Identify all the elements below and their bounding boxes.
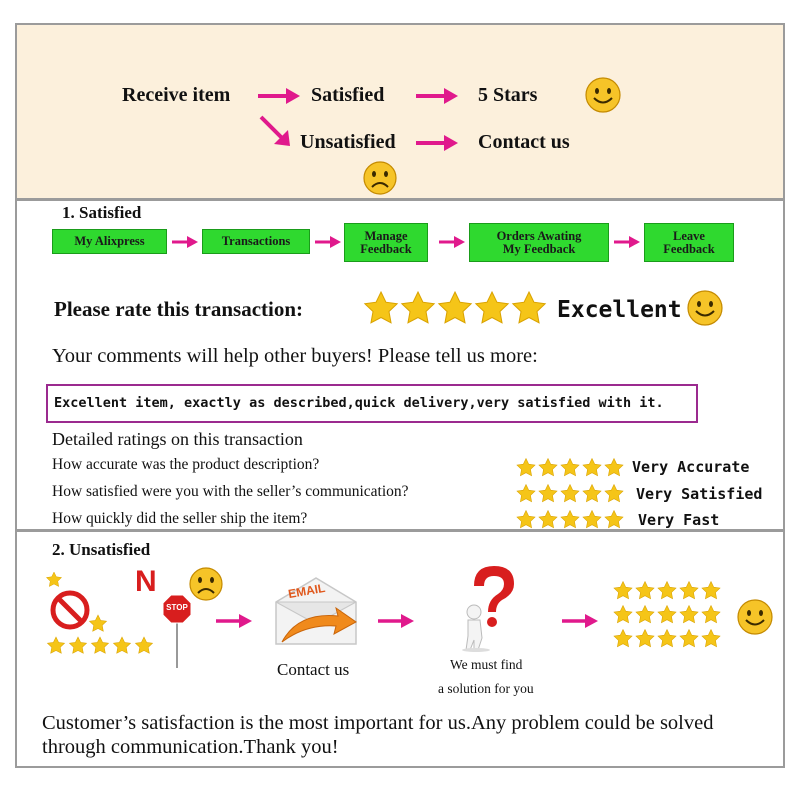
rating-word: Excellent bbox=[557, 297, 682, 323]
flow-contact-us: Contact us bbox=[478, 131, 570, 153]
step-orders-awaiting-feedback: Orders Awating My Feedback bbox=[469, 223, 609, 262]
flow-satisfied: Satisfied bbox=[311, 84, 385, 106]
footer-message: Customer’s satisfaction is the most important for us.Any problem could be solved through communication.Thank you! bbox=[42, 712, 714, 758]
arrow-right-icon bbox=[376, 612, 416, 630]
smiley-happy-icon bbox=[736, 598, 774, 636]
arrow-right-icon bbox=[214, 612, 254, 630]
arrow-right-icon bbox=[438, 234, 466, 250]
arrow-down-right-icon bbox=[258, 114, 294, 150]
arrow-right-icon bbox=[414, 133, 460, 153]
detailed-question-3: How quickly did the seller ship the item? bbox=[52, 510, 308, 527]
rate-label: Please rate this transaction: bbox=[54, 297, 304, 321]
detailed-question-1: How accurate was the product description? bbox=[52, 456, 320, 473]
arrow-right-icon bbox=[256, 86, 302, 106]
contact-caption: Contact us bbox=[277, 660, 350, 679]
detail-stars-2-icon bbox=[516, 484, 624, 504]
section-heading-satisfied: 1. Satisfied bbox=[62, 203, 142, 222]
arrow-right-icon bbox=[171, 234, 199, 250]
detail-stars-3-icon bbox=[516, 510, 624, 530]
arrow-right-icon bbox=[560, 612, 600, 630]
detailed-question-2: How satisfied were you with the seller’s communication? bbox=[52, 483, 409, 500]
detail-answer-2: Very Satisfied bbox=[636, 485, 763, 503]
question-figure-icon bbox=[452, 560, 532, 652]
step-my-alixpress: My Alixpress bbox=[52, 229, 167, 254]
solution-line-2: a solution for you bbox=[438, 681, 534, 696]
smiley-sad-icon bbox=[362, 160, 398, 196]
section-heading-unsatisfied: 2. Unsatisfied bbox=[52, 540, 151, 559]
comments-prompt: Your comments will help other buyers! Please tell us more: bbox=[52, 345, 538, 367]
detail-answer-3: Very Fast bbox=[638, 511, 720, 529]
email-label: EMAIL bbox=[287, 580, 327, 602]
flow-panel bbox=[15, 23, 785, 200]
smiley-sad-icon bbox=[188, 566, 224, 602]
detail-stars-1-icon bbox=[516, 458, 624, 478]
flow-unsatisfied: Unsatisfied bbox=[300, 131, 396, 153]
solution-line-1: We must find bbox=[450, 657, 523, 672]
step-leave-feedback: Leave Feedback bbox=[644, 223, 734, 262]
no-letter: N bbox=[135, 565, 157, 598]
smiley-happy-icon bbox=[584, 76, 622, 114]
arrow-right-icon bbox=[613, 234, 641, 250]
smiley-happy-icon bbox=[686, 289, 724, 327]
detailed-heading: Detailed ratings on this transaction bbox=[52, 429, 303, 449]
step-manage-feedback: Manage Feedback bbox=[344, 223, 428, 262]
five-star-rating-icon bbox=[362, 290, 548, 328]
flow-five-stars: 5 Stars bbox=[478, 84, 538, 106]
stop-sign-text: STOP bbox=[166, 603, 188, 612]
arrow-right-icon bbox=[414, 86, 460, 106]
detail-answer-1: Very Accurate bbox=[632, 458, 750, 476]
no-sign-icon bbox=[48, 588, 92, 632]
step-transactions: Transactions bbox=[202, 229, 310, 254]
resolved-stars-icon bbox=[612, 580, 722, 652]
flow-receive-item: Receive item bbox=[122, 84, 231, 106]
arrow-right-icon bbox=[314, 234, 342, 250]
sample-comment: Excellent item, exactly as described,quick delivery,very satisfied with it. bbox=[54, 395, 664, 411]
